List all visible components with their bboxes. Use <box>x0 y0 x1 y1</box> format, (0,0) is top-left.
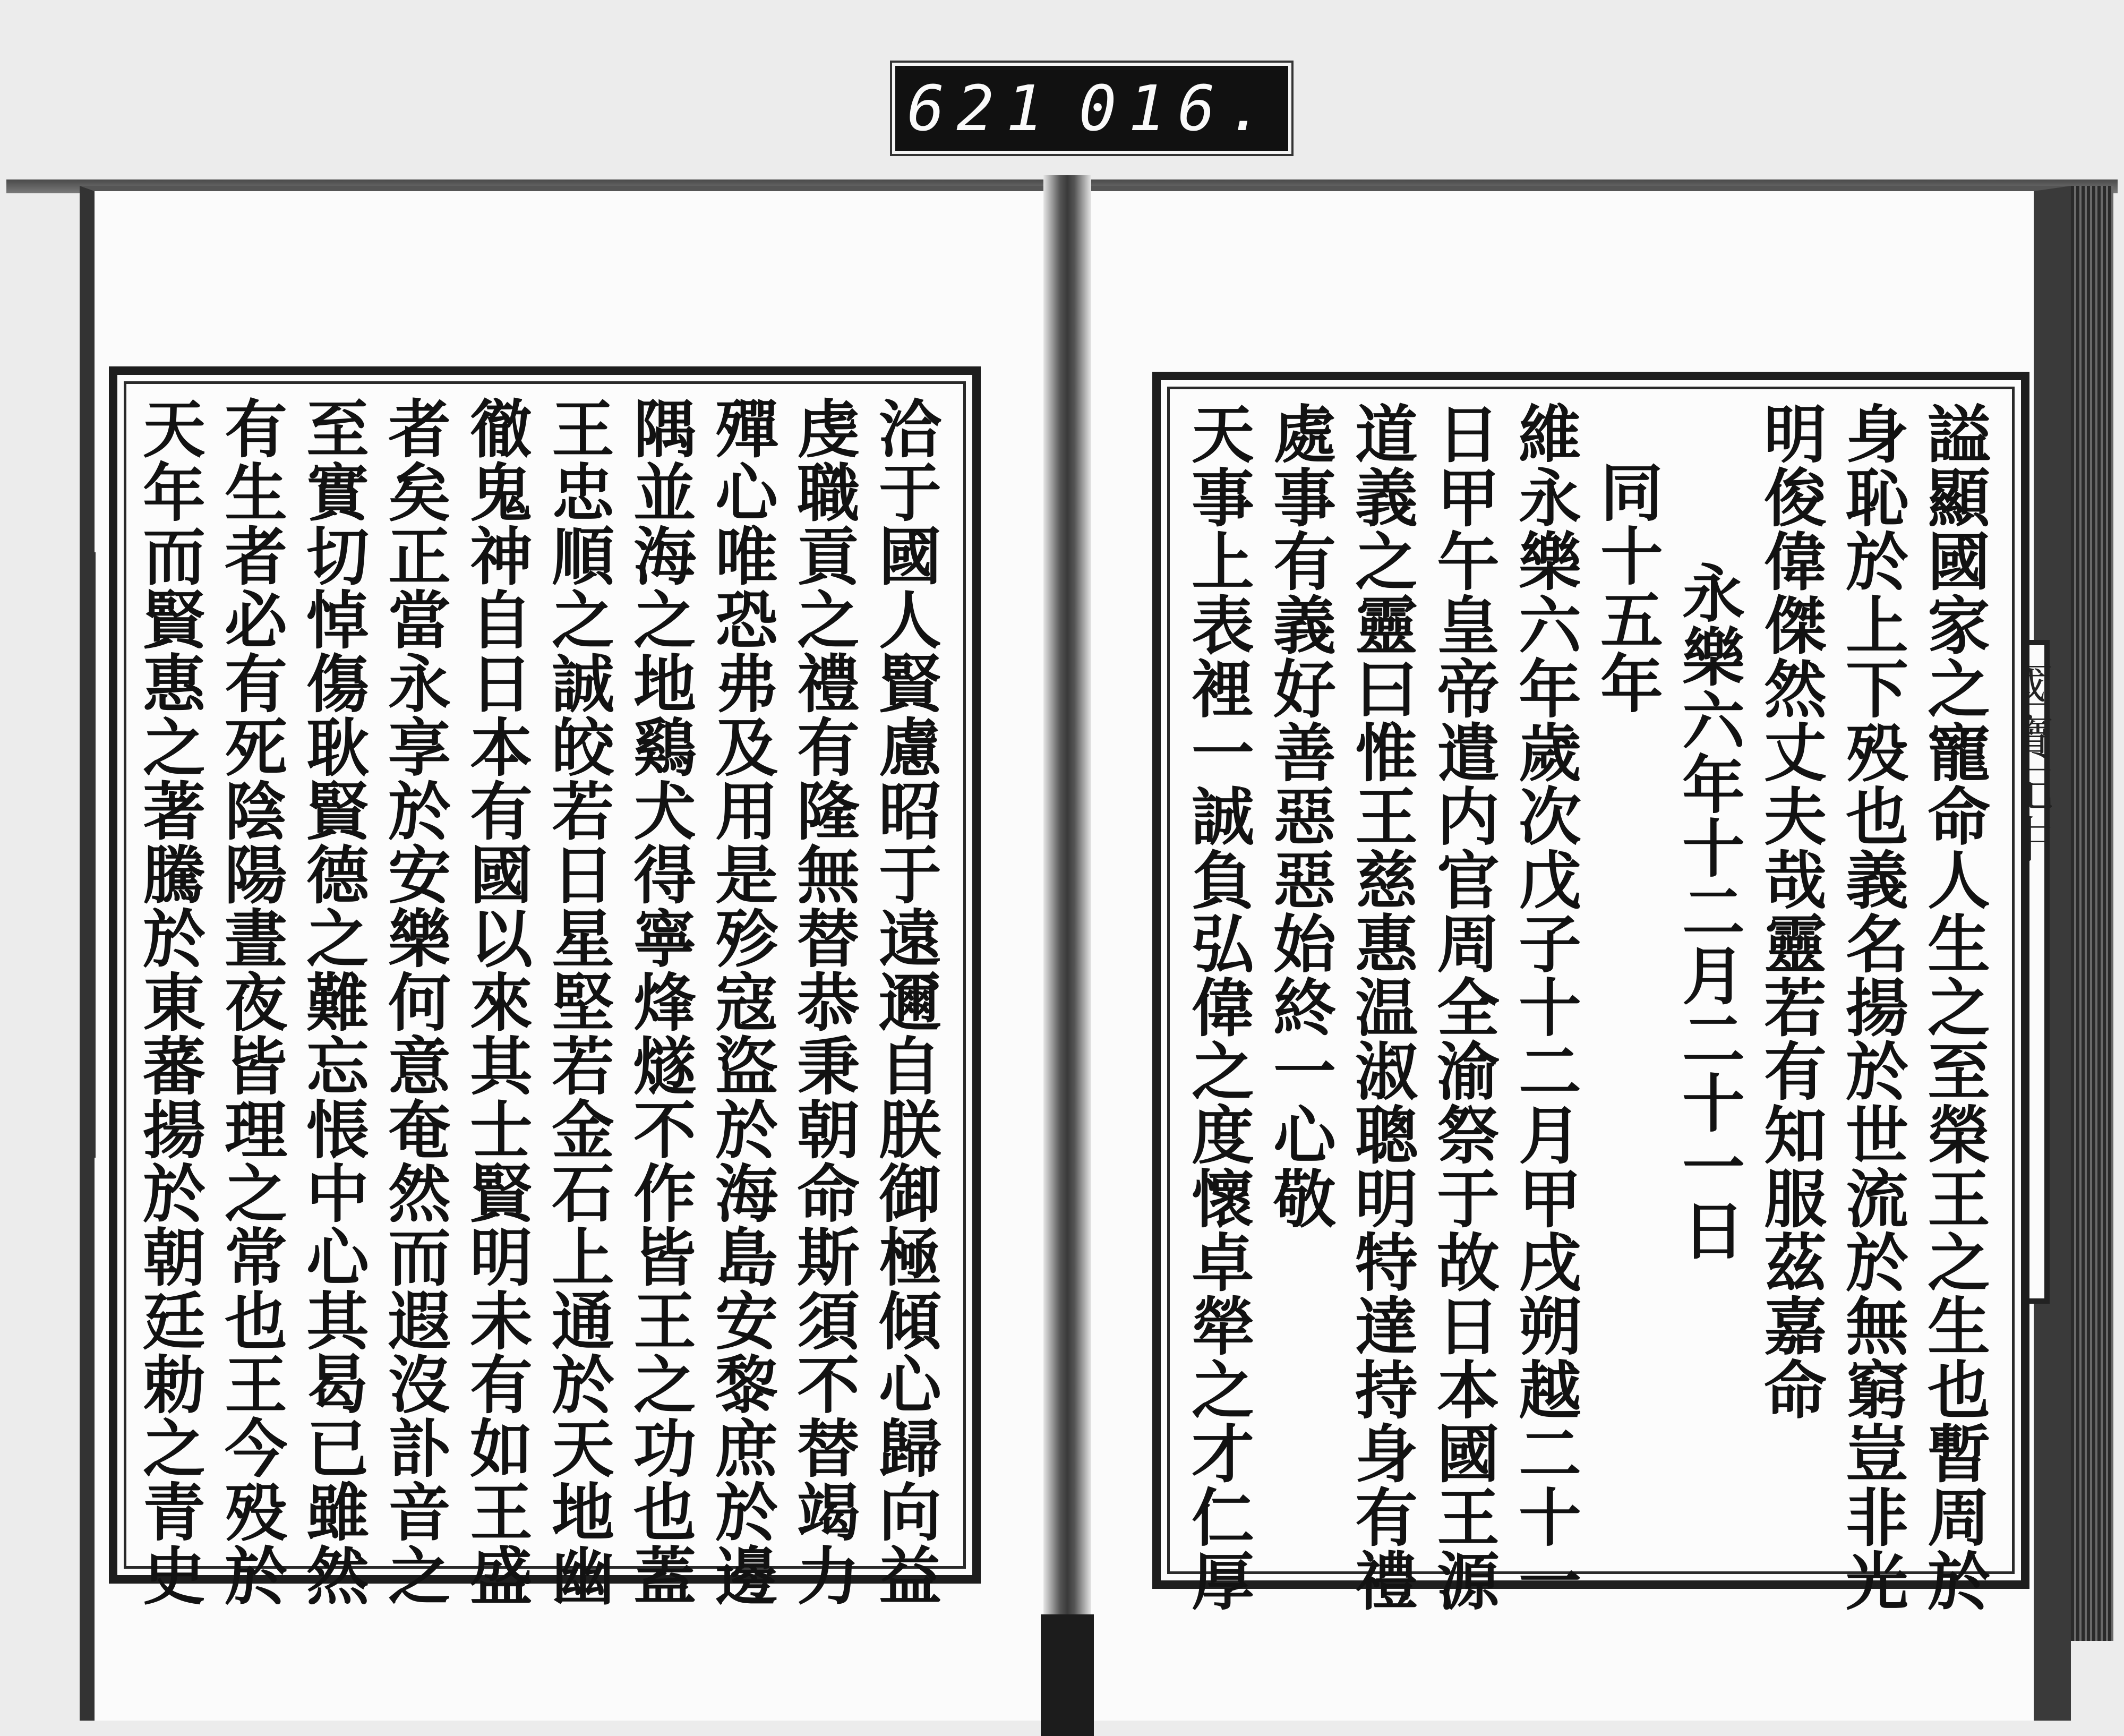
text-column: 道義之靈曰惟王慈惠温淑聰明特達持身有禮 <box>1344 401 1418 1612</box>
text-column: 洽于國人賢慮昭于遠邇自朕御極傾心歸向益 <box>868 396 942 1607</box>
text-column: 處事有義好善惡惡始終一心敬 <box>1263 401 1337 1230</box>
text-column: 隅並海之地鷄犬得寧烽燧不作皆王之功也蓋 <box>623 396 697 1607</box>
text-column: 日甲午皇帝遣内官周全渝祭于故日本國王源 <box>1426 401 1500 1612</box>
text-column: 身恥於上下殁也義名揚於世流於無窮豈非光 <box>1835 401 1909 1612</box>
text-column: 維永樂六年歲次戊子十二月甲戌朔越二十一 <box>1508 401 1582 1612</box>
text-column: 虔職貢之禮有隆無替恭秉朝命斯須不替竭力 <box>786 396 860 1607</box>
right-text-frame <box>1152 372 2029 1612</box>
text-column: 明俊偉傑然丈夫哉靈若有知服茲嘉命 <box>1753 401 1827 1421</box>
archive-label <box>892 63 1291 154</box>
left-page-text <box>128 396 946 1607</box>
text-column: 天年而賢惠之著騰於東蕃揚於朝廷勅之青史 <box>132 396 206 1607</box>
right-page-text <box>1177 401 1994 1612</box>
page-edge-stack <box>2071 186 2113 1641</box>
date-column: 永樂六年十二月二十一日 <box>1672 561 1745 1262</box>
text-column: 殫心唯恐弗及用是殄寇盜於海島安黎庶於邊 <box>705 396 778 1607</box>
text-column: 王忠順之誠皎若日星堅若金石上通於天地幽 <box>541 396 615 1607</box>
section-heading: 同十五年 <box>1590 460 1664 715</box>
item-number: 016. <box>1078 72 1277 145</box>
spine-clamp <box>1041 1614 1094 1736</box>
book-spine <box>1043 175 1091 1736</box>
text-column: 謚顯國家之寵命人生之至榮王之生也暫周於 <box>1917 401 1991 1612</box>
text-column: 天事上表裡一誠負弘偉之度懷卓犖之才仁厚 <box>1181 401 1255 1612</box>
text-column: 者矣正當永享於安樂何意奄然而遐沒訃音之 <box>378 396 451 1607</box>
text-column: 徹鬼神自日本有國以來其士賢明未有如王盛 <box>459 396 533 1607</box>
text-column: 有生者必有死陰陽晝夜皆理之常也王今殁於 <box>214 396 288 1607</box>
collection-number: 621 <box>907 72 1056 145</box>
text-column: 至實切悼傷耿賢德之難忘悵中心其曷已雖然 <box>296 396 370 1607</box>
left-text-frame <box>109 366 981 1607</box>
